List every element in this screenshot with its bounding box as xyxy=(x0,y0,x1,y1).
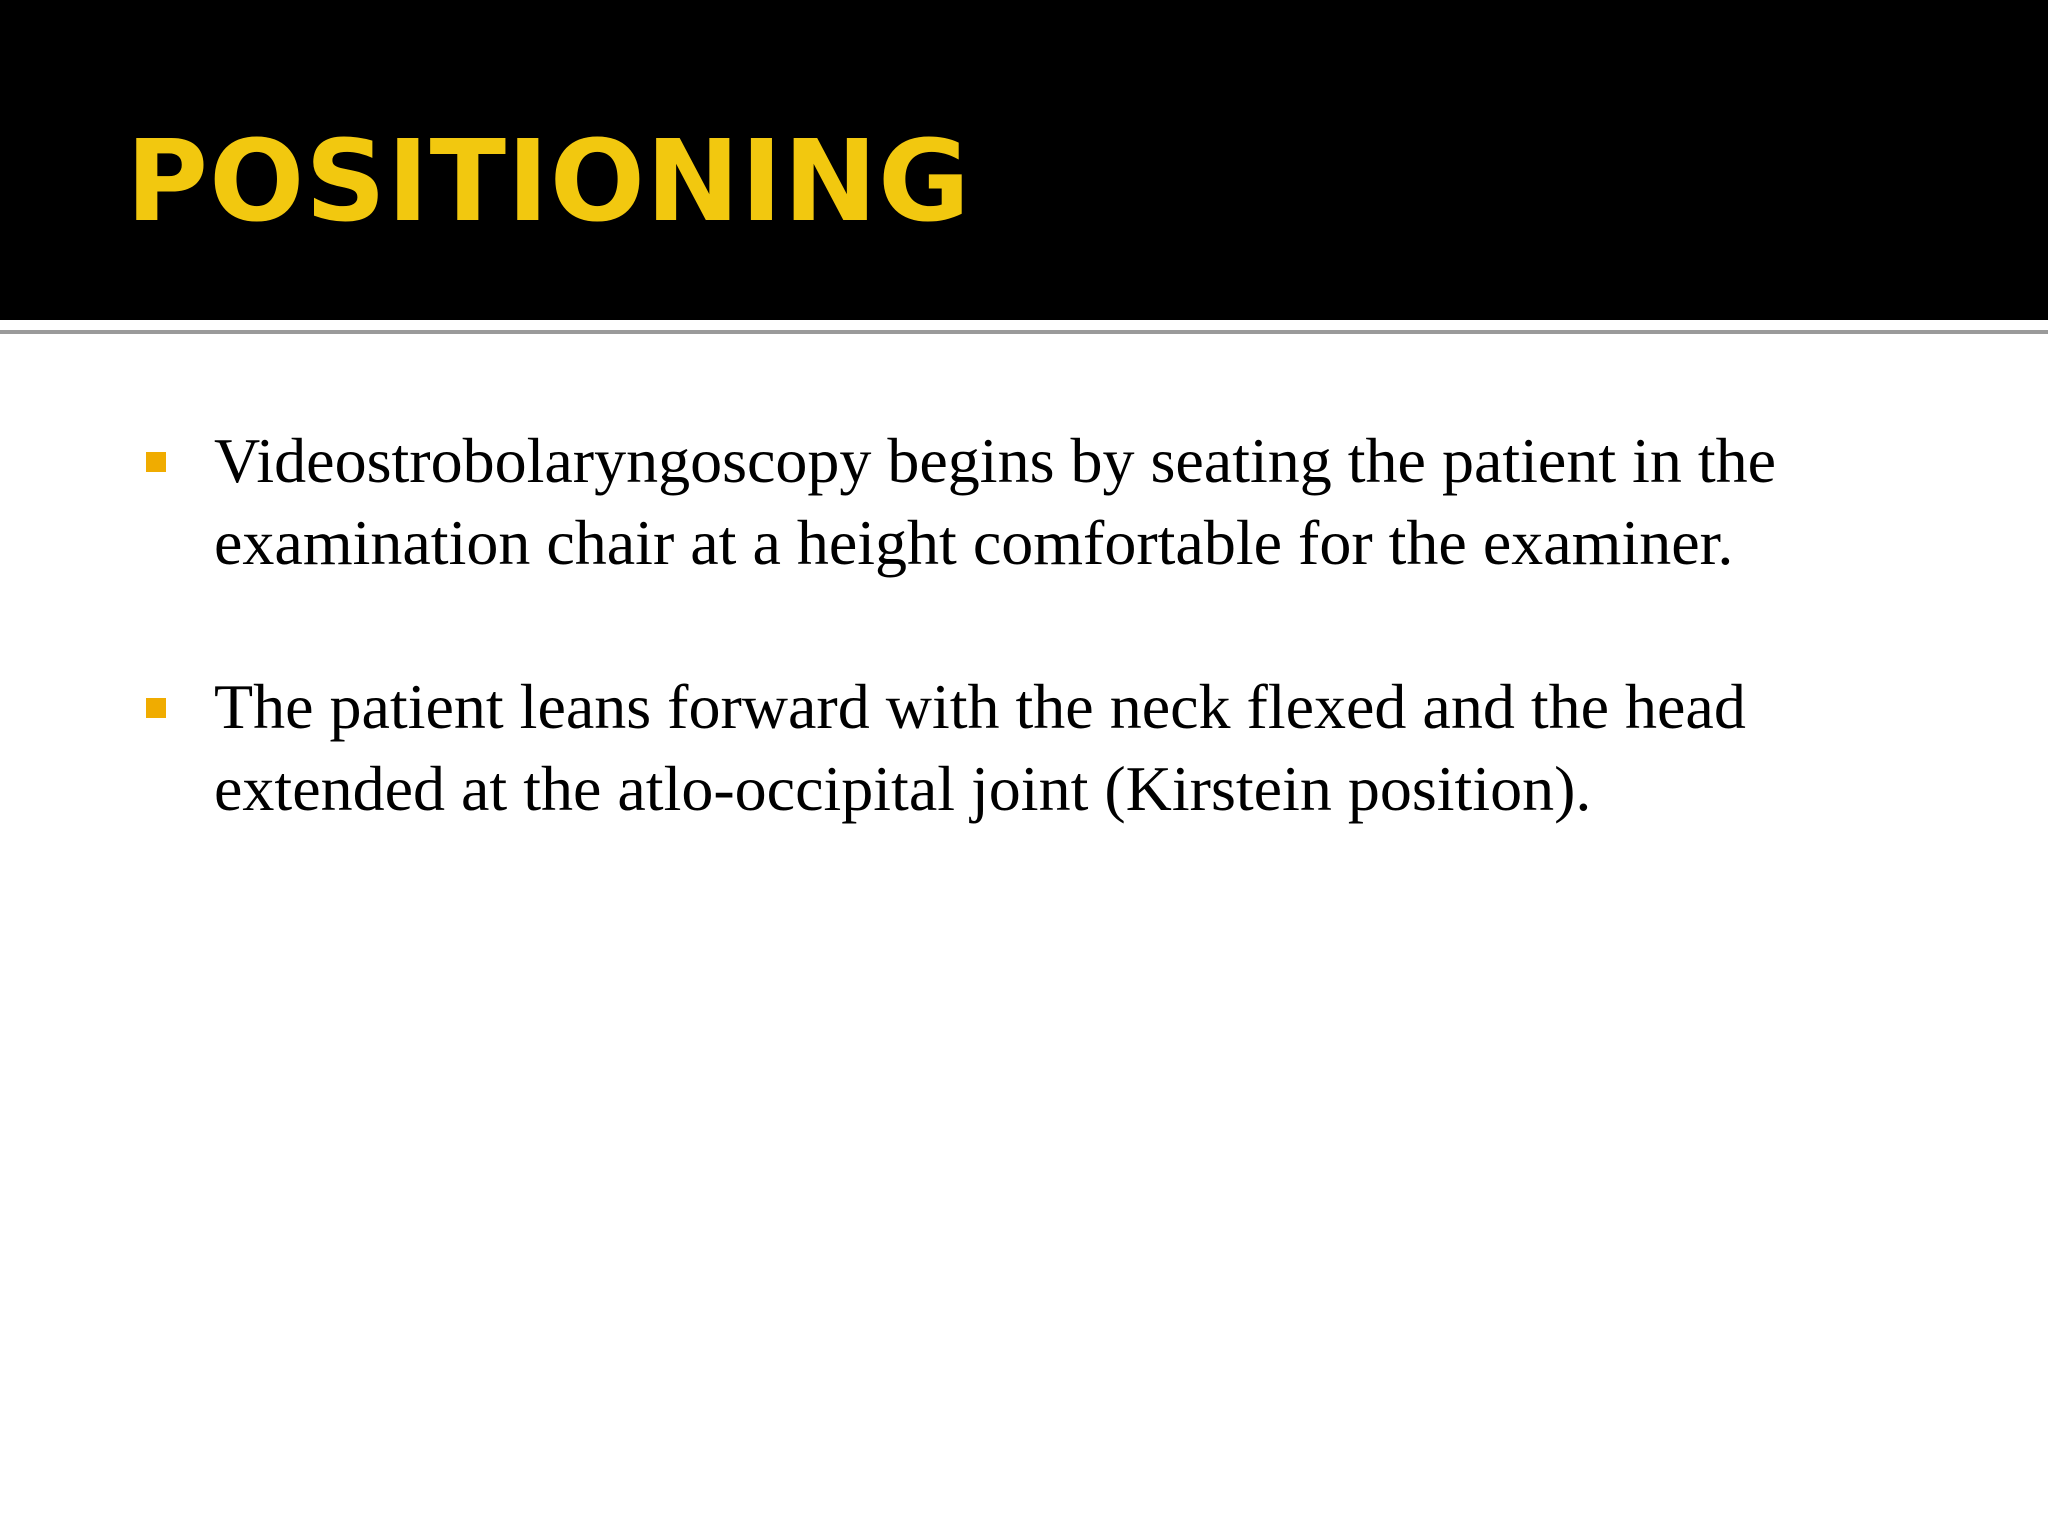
title-band xyxy=(0,0,2048,320)
bullet-item xyxy=(146,666,1906,830)
bullet-text: The patient leans forward with the neck flexed and the head extended at the atlo-occipital joint (Kirstein position). xyxy=(214,671,1746,824)
divider-highlight xyxy=(0,320,2048,327)
square-bullet-icon xyxy=(146,452,166,472)
bullet-list xyxy=(146,420,1906,912)
divider-line xyxy=(0,330,2048,334)
bullet-item xyxy=(146,420,1906,584)
slide-title: POSITIONING xyxy=(126,117,971,247)
bullet-text: Videostrobolaryngoscopy begins by seating the patient in the examination chair at a height comfortable for the examiner. xyxy=(214,425,1777,578)
square-bullet-icon xyxy=(146,698,166,718)
